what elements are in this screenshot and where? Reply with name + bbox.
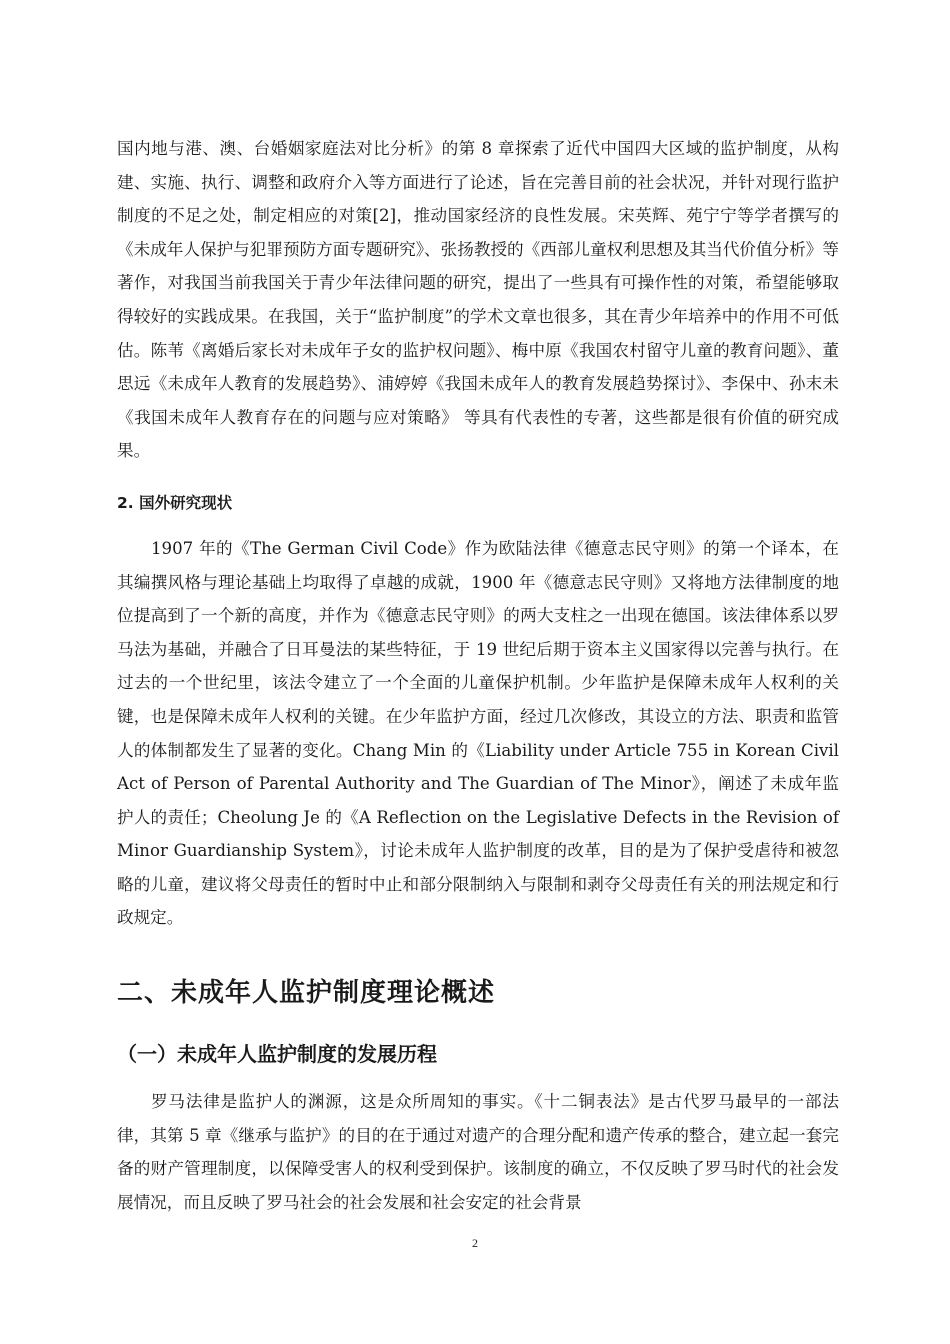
body-paragraph-foreign-research: 1907 年的《The German Civil Code》作为欧陆法律《德意志民守则》的第一个译本，在其编撰风格与理论基础上均取得了卓越的成就，1900 年《德意志民守则》又将地方法律制度的地位提高到了一个新的高度，并作为《德意志民守则》的两大支柱之一出现在德国。该法律体系以罗马法为基础，并融合了日耳曼法的某些特征，于 19 世纪后期于资本主义国家得以完善与执行。在过去的一个世纪里，该法令建立了一个全面的儿童保护机制。少年监护是保障未成年人权利的关键，也是保障未成年人权利的关键。在少年监护方面，经过几次修改，其设立的方法、职责和监管人的体制都发生了显著的变化。Chang Min 的《Liability under Article 755 in Korean Civil Act of Person of Parental Authority and The Guardian of The Minor》，阐述了未成年监护人的责任；Cheolung Je 的《A Reflection on the Legislative Defects in the Revision of Minor Guardianship System》，讨论未成年人监护制度的改革，目的是为了保护受虐待和被忽略的儿童，建议将父母责任的暂时中止和部分限制纳入与限制和剥夺父母责任有关的刑法规定和行政规定。: [117, 538, 839, 928]
section-heading: （一）未成年人监护制度的发展历程: [117, 1042, 437, 1067]
chapter-heading: 二、未成年人监护制度理论概述: [117, 978, 496, 1009]
page-body: [117, 132, 839, 1219]
page-number: 2: [472, 1236, 478, 1250]
body-paragraph-domestic-research: 国内地与港、澳、台婚姻家庭法对比分析》的第 8 章探索了近代中国四大区域的监护制度，从构建、实施、执行、调整和政府介入等方面进行了论述，旨在完善目前的社会状况，并针对现行监护制度的不足之处，制定相应的对策[2]，推动国家经济的良性发展。宋英辉、苑宁宁等学者撰写的《未成年人保护与犯罪预防方面专题研究》、张扬教授的《西部儿童权利思想及其当代价值分析》等著作，对我国当前我国关于青少年法律问题的研究，提出了一些具有可操作性的对策，希望能够取得较好的实践成果。在我国，关于“监护制度”的学术文章也很多，其在青少年培养中的作用不可低估。陈苇《离婚后家长对未成年子女的监护权问题》、梅中原《我国农村留守儿童的教育问题》、董思远《未成年人教育的发展趋势》、浦婷婷《我国未成年人的教育发展趋势探讨》、李保中、孙末未《我国未成年人教育存在的问题与应对策略》 等具有代表性的专著，这些都是很有价值的研究成果。: [117, 139, 839, 461]
subheading-foreign-research: 2. 国外研究现状: [117, 493, 233, 512]
body-paragraph-roman-law: 罗马法律是监护人的渊源，这是众所周知的事实。《十二铜表法》是古代罗马最早的一部法律，其第 5 章《继承与监护》的目的在于通过对遗产的合理分配和遗产传承的整合，建立起一套完备的财产管理制度，以保障受害人的权利受到保护。该制度的确立，不仅反映了罗马时代的社会发展情况，而且反映了罗马社会的社会发展和社会安定的社会背景: [117, 1092, 839, 1212]
